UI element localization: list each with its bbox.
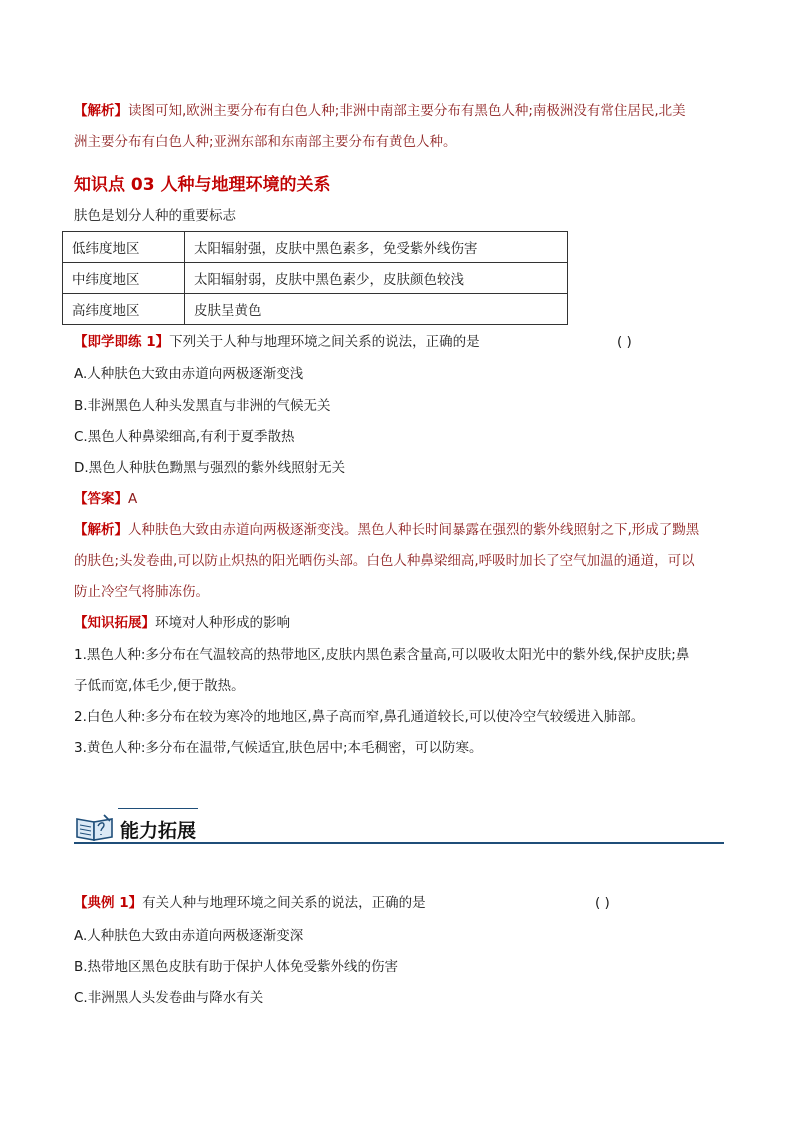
table-cell-desc: 皮肤呈黄色 <box>185 294 568 325</box>
section-rule <box>74 842 724 844</box>
table-cell-region: 高纬度地区 <box>63 294 185 325</box>
practice-analysis-line1: 【解析】人种肤色大致由赤道向两极逐渐变浅。黑色人种长时间暴露在强烈的紫外线照射之下,形成了黝黑 <box>74 522 700 538</box>
example-tag: 【典例 1】 <box>74 895 143 911</box>
practice-answer: 【答案】A <box>74 491 138 507</box>
section-title: 能力拓展 <box>120 820 197 842</box>
answer-tag: 【答案】 <box>74 491 128 507</box>
practice-option-a: A.人种肤色大致由赤道向两极逐渐变浅 <box>74 366 304 382</box>
analysis-tag: 【解析】 <box>74 522 128 538</box>
example-question: 【典例 1】有关人种与地理环境之间关系的说法，正确的是 <box>74 895 426 911</box>
example-option-b: B.热带地区黑色皮肤有助于保护人体免受紫外线的伤害 <box>74 959 399 975</box>
book-icon <box>74 812 116 842</box>
table-cell-region: 低纬度地区 <box>63 232 185 263</box>
answer-blank: ( ) <box>595 895 610 911</box>
table-caption: 肤色是划分人种的重要标志 <box>74 208 236 224</box>
practice-option-c: C.黑色人种鼻梁细高,有利于夏季散热 <box>74 429 295 445</box>
extension-item2: 2.白色人种:多分布在较为寒冷的地地区,鼻子高而窄,鼻孔通道较长,可以使冷空气较缓进入肺部。 <box>74 709 645 725</box>
table-cell-desc: 太阳辐射强，皮肤中黑色素多，免受紫外线伤害 <box>185 232 568 263</box>
skin-color-table <box>62 231 568 325</box>
knowledge-point-title: 知识点 03 人种与地理环境的关系 <box>74 175 331 195</box>
extension-item1-line1: 1.黑色人种:多分布在气温较高的热带地区,皮肤内黑色素含量高,可以吸收太阳光中的紫外线,保护皮肤;鼻 <box>74 647 690 663</box>
intro-analysis-line2: 洲主要分布有白色人种;亚洲东部和东南部主要分布有黄色人种。 <box>74 134 457 150</box>
extension-title: 【知识拓展】环境对人种形成的影响 <box>74 615 290 631</box>
table-row <box>63 232 568 263</box>
table-row <box>63 263 568 294</box>
table-cell-desc: 太阳辐射弱，皮肤中黑色素少，皮肤颜色较浅 <box>185 263 568 294</box>
practice-option-b: B.非洲黑色人种头发黑直与非洲的气候无关 <box>74 398 331 414</box>
practice-analysis-line3: 防止冷空气将肺冻伤。 <box>74 584 209 600</box>
answer-blank: ( ) <box>617 334 632 350</box>
practice-analysis-line2: 的肤色;头发卷曲,可以防止炽热的阳光晒伤头部。白色人种鼻梁细高,呼吸时加长了空气加温的通道，可以 <box>74 553 695 569</box>
extension-tag: 【知识拓展】 <box>74 615 155 631</box>
section-rule-top <box>118 808 198 809</box>
example-option-a: A.人种肤色大致由赤道向两极逐渐变深 <box>74 928 304 944</box>
practice-option-d: D.黑色人种肤色黝黑与强烈的紫外线照射无关 <box>74 460 346 476</box>
practice-tag: 【即学即练 1】 <box>74 334 170 350</box>
analysis-tag: 【解析】 <box>74 103 128 119</box>
table-row <box>63 294 568 325</box>
intro-analysis-line1: 【解析】读图可知,欧洲主要分布有白色人种;非洲中南部主要分布有黑色人种;南极洲没有常住居民,北美 <box>74 103 686 119</box>
extension-item1-line2: 子低而宽,体毛少,便于散热。 <box>74 678 245 694</box>
extension-item3: 3.黄色人种:多分布在温带,气候适宜,肤色居中;本毛稠密，可以防寒。 <box>74 740 483 756</box>
example-option-c: C.非洲黑人头发卷曲与降水有关 <box>74 990 264 1006</box>
practice-question: 【即学即练 1】下列关于人种与地理环境之间关系的说法，正确的是 <box>74 334 480 350</box>
table-cell-region: 中纬度地区 <box>63 263 185 294</box>
